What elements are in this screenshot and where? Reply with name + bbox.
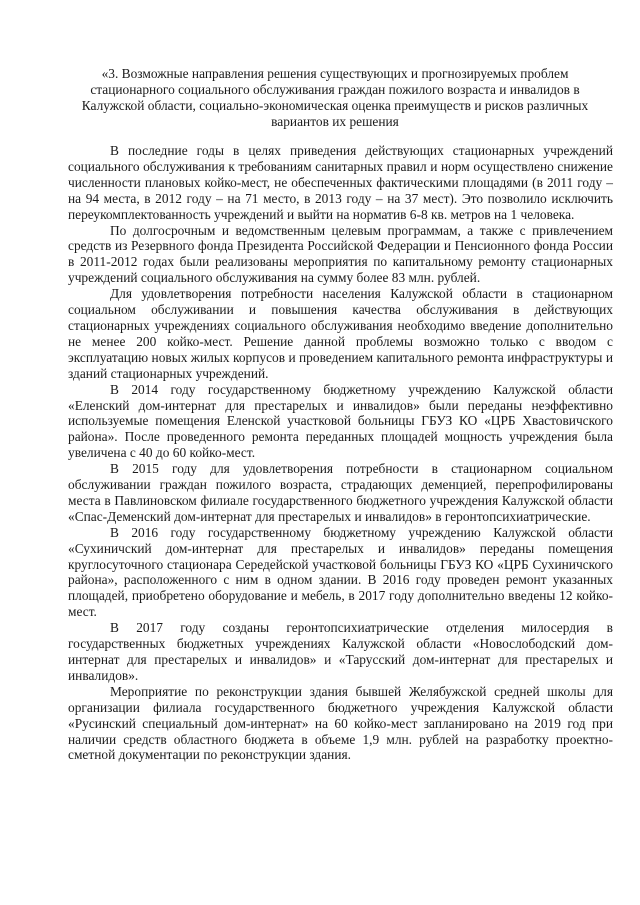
section-heading: «3. Возможные направления решения существующих и прогнозируемых проблем стационарного социального обслуживания граждан пожилого возраста и инвалидов в Калужской области, социально-экономическая оценка преимуществ и рисков различных вариантов их решения: [81, 66, 589, 129]
document-body: [68, 143, 613, 763]
paragraph: В 2014 году государственному бюджетному учреждению Калужской области «Еленский дом-интернат для престарелых и инвалидов» были переданы неэффективно используемые помещения Еленской участковой больницы ГБУЗ КО «ЦРБ Хвастовичского района». После проведенного ремонта переданных площадей мощность учреждения была увеличена с 40 до 60 койко-мест.: [68, 381, 613, 461]
paragraph: В последние годы в целях приведения действующих стационарных учреждений социального обслуживания к требованиям санитарных правил и норм осуществлено снижение численности плановых койко-мест, не обеспеченных фактическими площадями (в 2011 году – на 94 места, в 2012 году – на 71 место, в 2013 году – на 37 мест). Это позволило исключить переукомплектованность учреждений и выйти на норматив 6-8 кв. метров на 1 человека.: [68, 143, 613, 222]
paragraph: В 2015 году для удовлетворения потребности в стационарном социальном обслуживании граждан пожилого возраста, страдающих деменцией, перепрофилированы места в Павлиновском филиале государственного бюджетного учреждения Калужской области «Спас-Деменский дом-интернат для престарелых и инвалидов» в геронтопсихиатрические.: [68, 461, 613, 524]
paragraph: Для удовлетворения потребности населения Калужской области в стационарном социальном обслуживании и повышения качества обслуживания в действующих стационарных учреждениях социального обслуживания необходимо введение дополнительно не менее 200 койко-мест. Решение данной проблемы возможно только с вводом с эксплуатацию новых жилых корпусов и проведением капитального ремонта инфраструктуры и зданий стационарных учреждений.: [68, 286, 613, 381]
paragraph: Мероприятие по реконструкции здания бывшей Желябужской средней школы для организации филиала государственного бюджетного учреждения Калужской области «Русинский специальный дом-интернат» на 60 койко-мест запланировано на 2019 год при наличии средств областного бюджета в объеме 1,9 млн. рублей на разработку проектно-сметной документации по реконструкции здания.: [68, 683, 613, 763]
paragraph: В 2016 году государственному бюджетному учреждению Калужской области «Сухиничский дом-интернат для престарелых и инвалидов» переданы помещения круглосуточного стационара Середейской участковой больницы ГБУЗ КО «ЦРБ Сухиничского района», расположенного с ним в одном здании. В 2016 году проведен ремонт указанных площадей, приобретено оборудование и мебель, в 2017 году дополнительно введены 12 койко-мест.: [68, 524, 613, 620]
paragraph: По долгосрочным и ведомственным целевым программам, а также с привлечением средств из Резервного фонда Президента Российской Федерации и Пенсионного фонда России в 2011-2012 годах были реализованы мероприятия по капитальному ремонту стационарных учреждений социального обслуживания на сумму более 83 млн. рублей.: [68, 222, 613, 286]
paragraph: В 2017 году созданы геронтопсихиатрические отделения милосердия в государственных бюджетных учреждениях Калужской области «Новослободский дом-интернат для престарелых и инвалидов» и «Тарусский дом-интернат для престарелых и инвалидов».: [68, 620, 613, 683]
